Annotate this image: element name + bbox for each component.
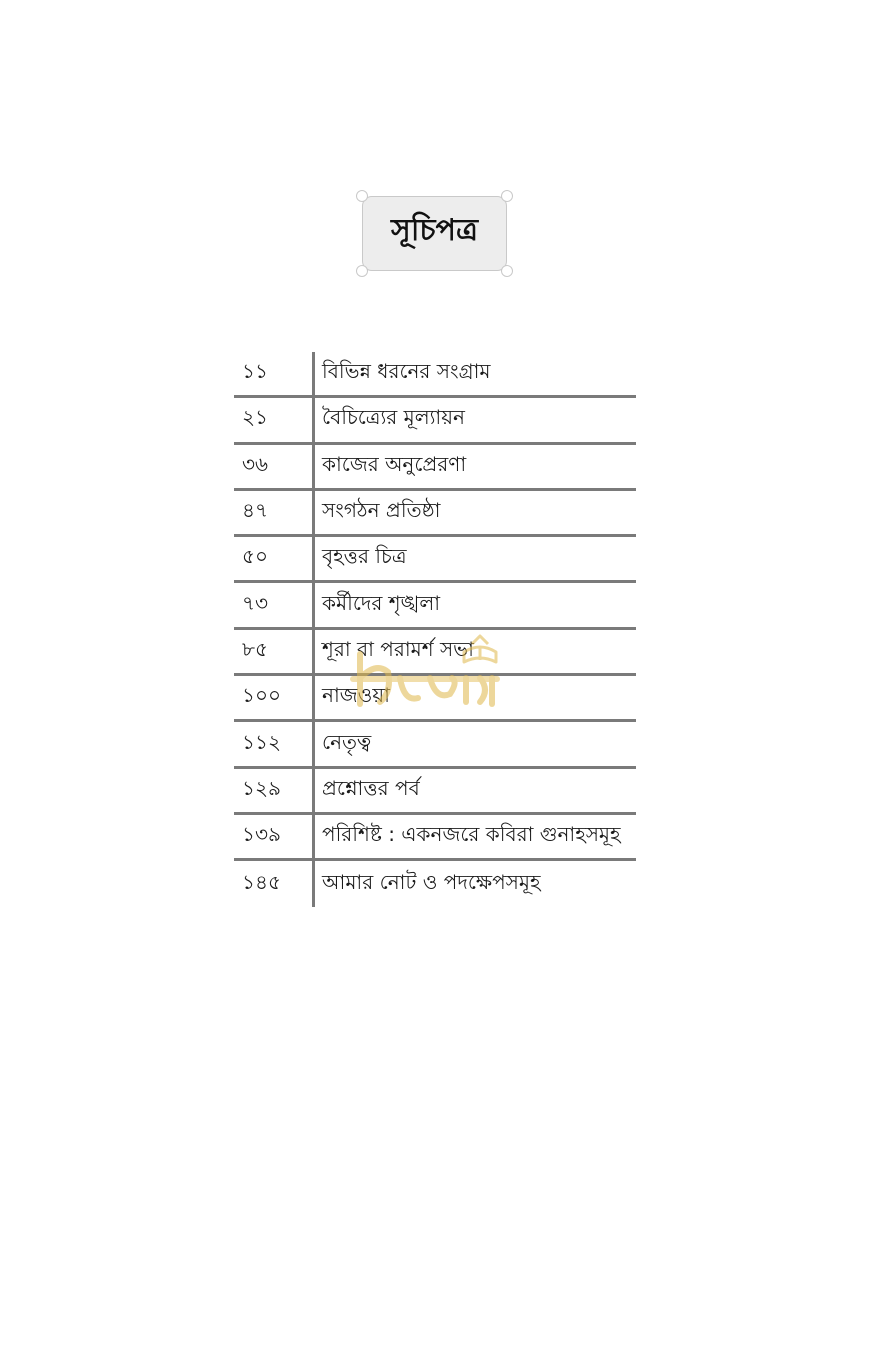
title-box-corner [501, 265, 513, 277]
toc-page-number: ১১ [242, 359, 268, 384]
toc-chapter-title: সংগঠন প্রতিষ্ঠা [322, 498, 441, 523]
toc-row[interactable] [234, 398, 636, 444]
toc-chapter-title: নেতৃত্ব [322, 729, 372, 754]
toc-column-divider [312, 352, 315, 907]
toc-chapter-title: পরিশিষ্ট : একনজরে কবিরা গুনাহসমূহ [322, 822, 621, 847]
toc-row[interactable] [234, 352, 636, 398]
toc-chapter-title: প্রশ্নোত্তর পর্ব [322, 775, 420, 800]
toc-row[interactable] [234, 537, 636, 583]
page-title: সূচিপত্র [391, 213, 478, 248]
title-box-corner [356, 190, 368, 202]
toc-row[interactable] [234, 769, 636, 815]
toc-page-number: ৪৭ [242, 498, 268, 523]
toc-row[interactable] [234, 861, 636, 907]
toc-row[interactable] [234, 445, 636, 491]
toc-page-number: ১৪৫ [242, 869, 281, 894]
toc-row[interactable] [234, 583, 636, 629]
toc-chapter-title: শূরা বা পরামর্শ সভা [322, 636, 474, 661]
toc-page-number: ৮৫ [242, 636, 268, 661]
toc-page-number: ২১ [242, 405, 268, 430]
toc-page-number: ১৩৯ [242, 822, 281, 847]
title-box-corner [501, 190, 513, 202]
table-of-contents [234, 352, 636, 908]
title-box [362, 196, 507, 271]
toc-page-number: ১০০ [242, 683, 281, 708]
toc-chapter-title: নাজওয়া [322, 683, 390, 708]
toc-chapter-title: বৃহত্তর চিত্র [322, 544, 407, 569]
toc-chapter-title: কাজের অনুপ্রেরণা [322, 451, 467, 476]
toc-page-number: ৭৩ [242, 590, 269, 615]
toc-row[interactable] [234, 630, 636, 676]
toc-chapter-title: আমার নোট ও পদক্ষেপসমূহ [322, 869, 541, 894]
toc-chapter-title: বিভিন্ন ধরনের সংগ্রাম [322, 359, 491, 384]
toc-row[interactable] [234, 722, 636, 768]
toc-row[interactable] [234, 815, 636, 861]
toc-page-number: ৩৬ [242, 451, 269, 476]
toc-page-number: ১২৯ [242, 775, 281, 800]
toc-row[interactable] [234, 491, 636, 537]
toc-page-number: ১১২ [242, 729, 281, 754]
toc-row[interactable] [234, 676, 636, 722]
toc-chapter-title: বৈচিত্র্যের মূল্যায়ন [322, 405, 465, 430]
title-box-corner [356, 265, 368, 277]
toc-page-number: ৫০ [242, 544, 268, 569]
toc-chapter-title: কর্মীদের শৃঙ্খলা [322, 590, 441, 615]
